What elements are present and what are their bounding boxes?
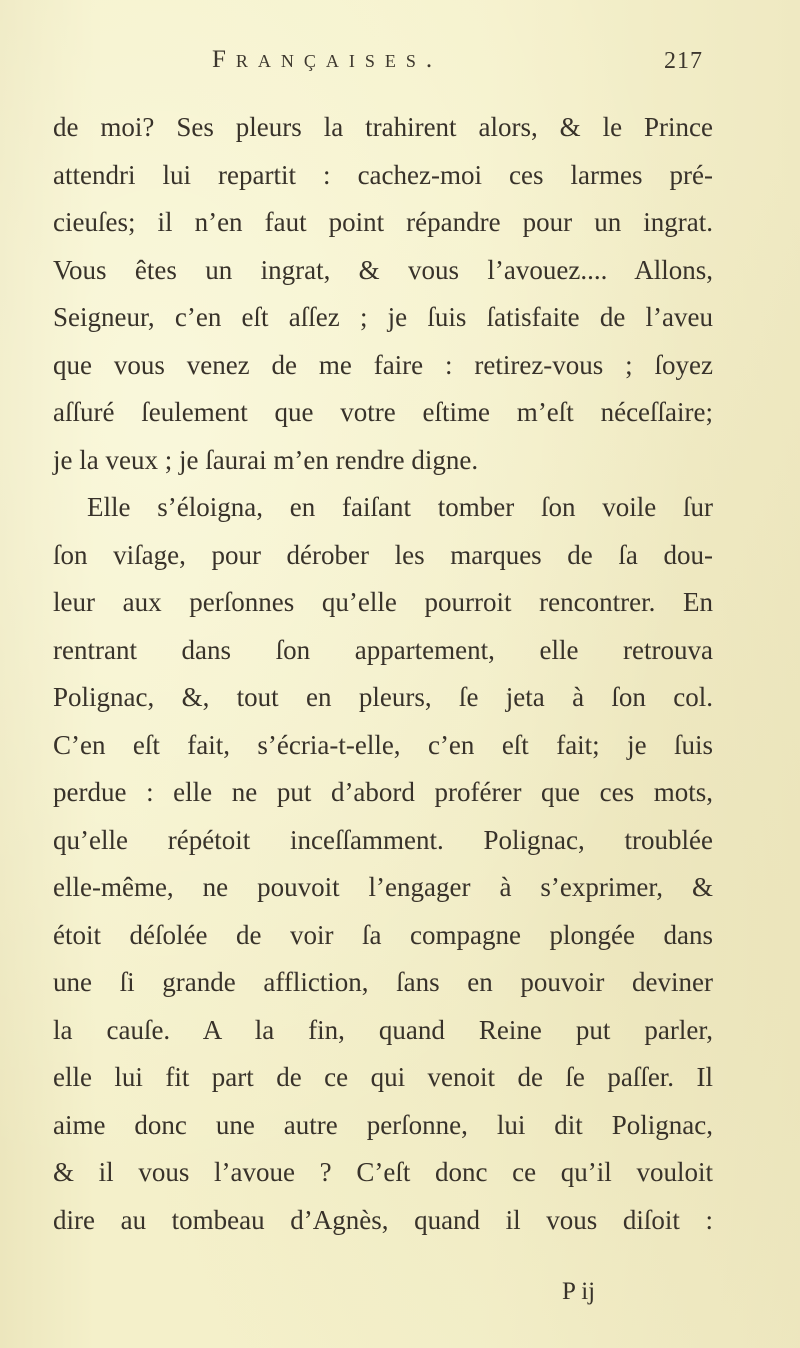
text-line: leur aux perſonnes qu’elle pourroit rencontrer. En — [53, 587, 713, 617]
text-line: perdue : elle ne put d’abord proférer que ces mots, — [53, 777, 713, 807]
text-line: dire au tombeau d’Agnès, quand il vous diſoit : — [53, 1204, 713, 1235]
text-line: Seigneur, c’en eſt aſſez ; je ſuis ſatisfaite de l’aveu — [53, 302, 713, 332]
text-line: Polignac, &, tout en pleurs, ſe jeta à ſon col. — [53, 682, 713, 712]
text-line: elle-même, ne pouvoit l’engager à s’exprimer, & — [53, 872, 713, 902]
text-line: C’en eſt fait, s’écria-t-elle, c’en eſt fait; je ſuis — [53, 729, 713, 760]
text-line: que vous venez de me faire : retirez-vous ; ſoyez — [53, 349, 713, 380]
text-line: qu’elle répétoit inceſſamment. Polignac, troublée — [53, 824, 713, 855]
text-line: elle lui fit part de ce qui venoit de ſe paſſer. Il — [53, 1062, 713, 1092]
text-line: Vous êtes un ingrat, & vous l’avouez.... Allons, — [53, 254, 713, 285]
text-line: & il vous l’avoue ? C’eſt donc ce qu’il vouloit — [53, 1157, 713, 1187]
text-line: aime donc une autre perſonne, lui dit Polignac, — [53, 1109, 713, 1140]
text-line: rentrant dans ſon appartement, elle retrouva — [53, 634, 713, 665]
text-line: une ſi grande affliction, ſans en pouvoir deviner — [53, 967, 713, 997]
text-line: aſſuré ſeulement que votre eſtime m’eſt néceſſaire; — [53, 397, 713, 427]
text-line: attendri lui repartit : cachez-moi ces larmes pré- — [53, 159, 713, 190]
text-line: cieuſes; il n’en faut point répandre pour un ingrat. — [53, 207, 713, 237]
text-line: ſon viſage, pour dérober les marques de ſa dou- — [53, 539, 713, 570]
running-title: Françaises. — [212, 46, 443, 73]
signature-mark: P ij — [562, 1278, 596, 1305]
body-text — [53, 104, 713, 1244]
text-line: étoit déſolée de voir ſa compagne plongée dans — [53, 919, 713, 950]
text-line: la cauſe. A la fin, quand Reine put parler, — [53, 1014, 713, 1045]
text-line: je la veux ; je ſaurai m’en rendre digne. — [53, 444, 479, 475]
text-line: de moi? Ses pleurs la trahirent alors, & le Prince — [53, 112, 713, 142]
page-number: 217 — [664, 48, 703, 74]
paragraph-start-line: Elle s’éloigna, en faiſant tomber ſon voile ſur — [87, 492, 713, 522]
running-head — [0, 42, 800, 82]
